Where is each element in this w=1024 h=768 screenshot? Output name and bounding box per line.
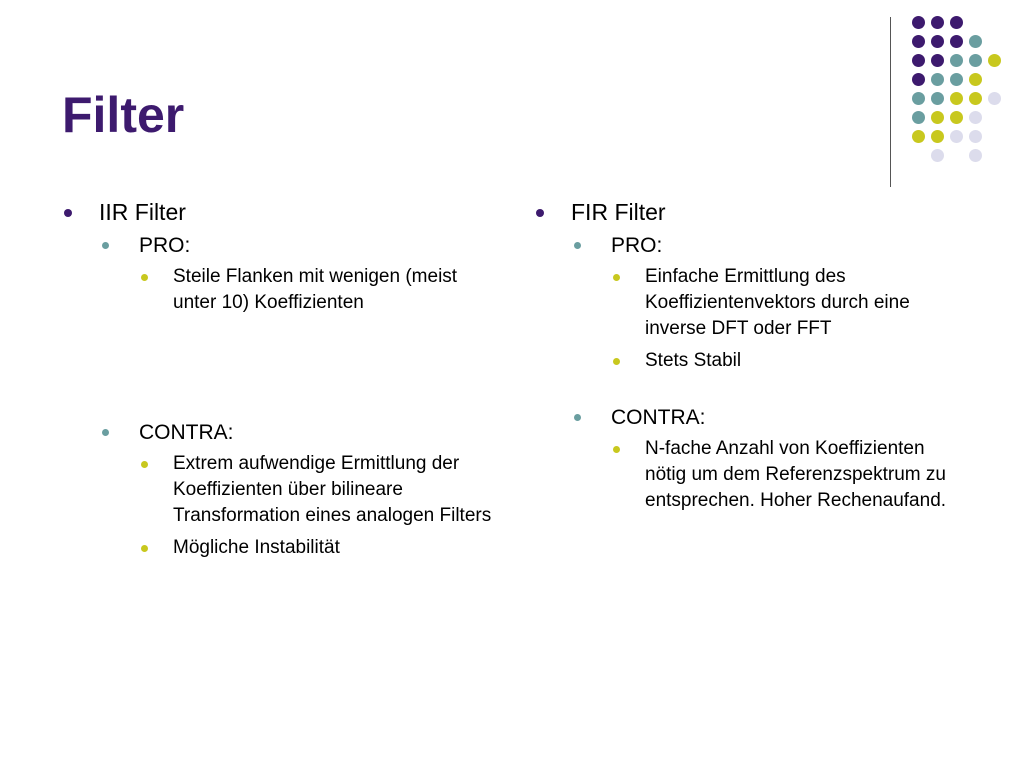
decor-dot (969, 73, 982, 86)
decor-dot (931, 149, 944, 162)
decor-dot (931, 130, 944, 143)
decor-dot (931, 111, 944, 124)
decor-dot (912, 54, 925, 67)
bullet-icon (613, 358, 620, 365)
bullet-icon (64, 209, 72, 217)
iir-contra-item: Mögliche Instabilität (173, 537, 340, 558)
decor-dot (988, 92, 1001, 105)
decor-dot (931, 16, 944, 29)
slide-title: Filter (62, 87, 185, 143)
list-item (530, 198, 950, 514)
decor-dot (931, 73, 944, 86)
list-item (58, 198, 498, 561)
fir-pro-item: Stets Stabil (645, 350, 742, 371)
bullet-icon (613, 274, 620, 281)
decor-dot (912, 92, 925, 105)
iir-heading: IIR Filter (99, 199, 186, 225)
decor-dot (912, 130, 925, 143)
decor-dot (969, 149, 982, 162)
fir-pro-item: Einfache Ermittlung des Koeffizientenvektors durch eine inverse DFT oder FFT (645, 266, 910, 339)
list-item (571, 405, 950, 514)
bullet-icon (141, 545, 148, 552)
divider-line (890, 17, 891, 187)
list-item (611, 436, 950, 514)
decor-dot (988, 54, 1001, 67)
bullet-icon (141, 461, 148, 468)
list-item (611, 348, 950, 374)
iir-pro-label: PRO: (139, 234, 191, 257)
iir-contra-label: CONTRA: (139, 421, 234, 444)
bullet-icon (141, 274, 148, 281)
decor-dot (950, 111, 963, 124)
list-item (99, 420, 498, 561)
decor-dot (950, 130, 963, 143)
decor-dot (931, 92, 944, 105)
fir-contra-item: N-fache Anzahl von Koeffizienten nötig um dem Referenzspektrum zu entsprechen. Hoher Rechenaufand. (645, 438, 947, 511)
fir-pro-label: PRO: (611, 234, 663, 257)
bullet-icon (613, 446, 620, 453)
bullet-icon (102, 242, 109, 249)
list-item (139, 264, 498, 316)
list-item (571, 233, 950, 374)
fir-contra-label: CONTRA: (611, 406, 706, 429)
decor-dot (950, 92, 963, 105)
iir-contra-item: Extrem aufwendige Ermittlung der Koeffizienten über bilineare Transformation eines analogen Filters (173, 453, 492, 526)
decor-dot (969, 54, 982, 67)
decor-dot (912, 73, 925, 86)
list-item (99, 233, 498, 316)
bullet-icon (574, 414, 581, 421)
list-item (611, 264, 950, 342)
fir-heading: FIR Filter (571, 199, 666, 225)
bullet-icon (536, 209, 544, 217)
decor-dot (950, 35, 963, 48)
decor-dot (950, 73, 963, 86)
bullet-icon (574, 242, 581, 249)
decor-dot (969, 111, 982, 124)
decor-dot (950, 16, 963, 29)
bullet-icon (102, 429, 109, 436)
decor-dot (950, 54, 963, 67)
decor-dot (912, 16, 925, 29)
list-item (139, 535, 498, 561)
left-column (58, 198, 498, 567)
list-item (139, 451, 498, 529)
decor-dot (969, 92, 982, 105)
decor-dot (912, 111, 925, 124)
decor-dot (969, 130, 982, 143)
decor-dot (931, 35, 944, 48)
right-column (530, 198, 950, 520)
decor-dot (912, 35, 925, 48)
iir-pro-item: Steile Flanken mit wenigen (meist unter 10) Koeffizienten (173, 266, 458, 313)
decor-dot (931, 54, 944, 67)
decor-dot (969, 35, 982, 48)
